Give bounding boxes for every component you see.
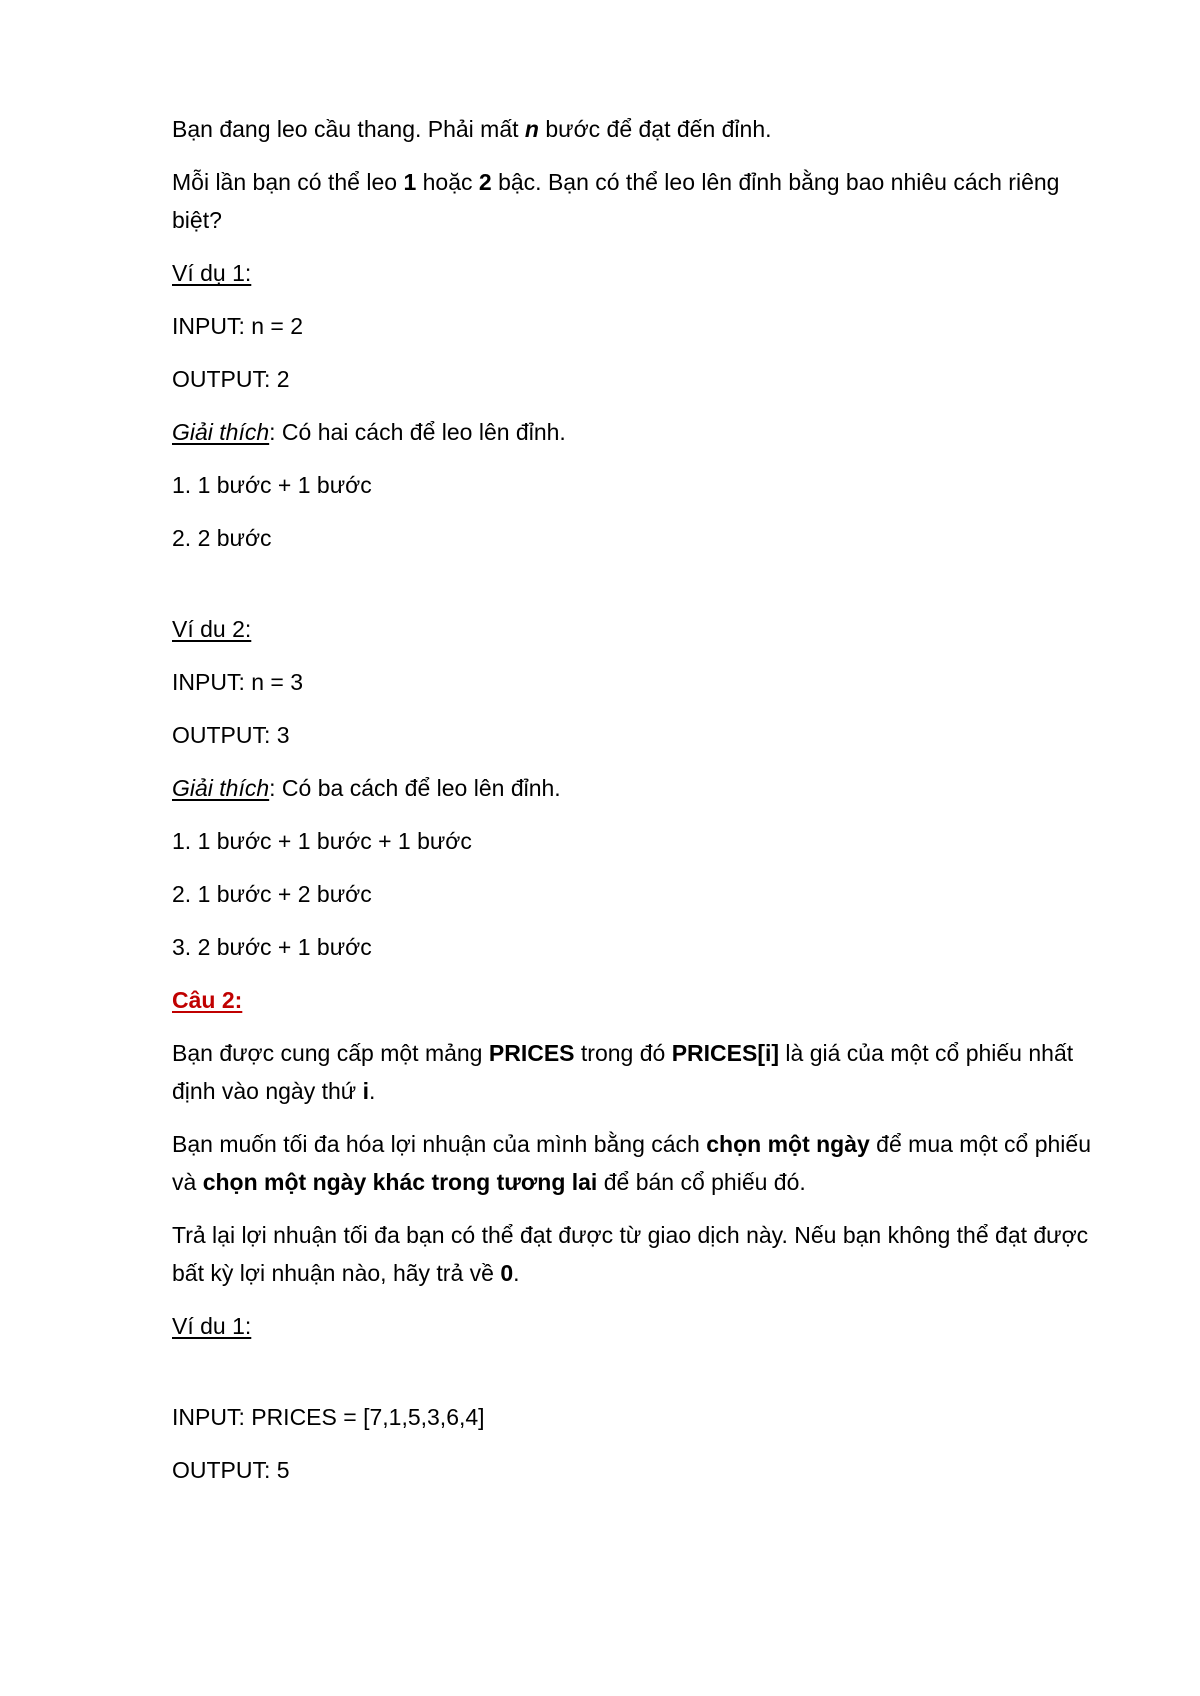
q1-ex1-step-1: 1. 1 bước + 1 bước — [172, 472, 372, 498]
q2-p1-b: PRICES — [488, 1040, 575, 1066]
q2-p2-b: chọn một ngày — [706, 1131, 870, 1157]
q1-ex1-output: OUTPUT: 2 — [172, 366, 290, 392]
q1-ex2-heading — [172, 610, 1102, 648]
q1-rule-b: hoặc — [416, 169, 479, 195]
q2-ex1-heading — [172, 1307, 1102, 1345]
q1-ex1-heading-text: Ví dụ 1: — [172, 260, 252, 286]
q2-p3-c: . — [513, 1260, 520, 1286]
q2-p1-a: Bạn được cung cấp một mảng — [172, 1040, 489, 1066]
blank-line — [172, 1360, 1102, 1398]
q1-rule-1: 1 — [403, 169, 417, 195]
q1-intro-a: Bạn đang leo cầu thang. Phải mất — [172, 116, 525, 142]
q1-intro-b: bước để đạt đến đỉnh. — [538, 116, 772, 142]
q2-p1-c: trong đó — [574, 1040, 672, 1066]
q2-p2-d: chọn một ngày khác trong tương lai — [202, 1169, 598, 1195]
q1-rule-a: Mỗi lần bạn có thể leo — [172, 169, 404, 195]
q2-p2-c: để mua một cổ phiếu và — [172, 1131, 1091, 1195]
q2-ex1-output: OUTPUT: 5 — [172, 1457, 290, 1483]
q1-ex2-step-1: 1. 1 bước + 1 bước + 1 bước — [172, 828, 472, 854]
blank-line — [172, 572, 1102, 610]
q1-ex2-input: INPUT: n = 3 — [172, 669, 304, 695]
q2-ex1-input: INPUT: PRICES = [7,1,5,3,6,4] — [172, 1404, 485, 1430]
q1-ex1-explain-label: Giải thích — [172, 419, 270, 445]
q1-rule — [172, 163, 1102, 239]
q2-p1-f: i — [362, 1078, 369, 1104]
q1-ex1-step-2: 2. 2 bước — [172, 525, 272, 551]
q2-ex1-heading-text: Ví du 1: — [172, 1313, 252, 1339]
q2-p3-a: Trả lại lợi nhuận tối đa bạn có thể đạt được từ giao dịch này. Nếu bạn không thể đạt được bất kỳ lợi nhuận nào, hãy trả về — [172, 1222, 1089, 1286]
q1-intro-n: n — [524, 116, 539, 142]
q1-ex1-explain-text: : Có hai cách để leo lên đỉnh. — [269, 419, 566, 445]
q1-ex2-output: OUTPUT: 3 — [172, 722, 290, 748]
q1-ex1-input: INPUT: n = 2 — [172, 313, 304, 339]
q2-p1-d: PRICES[i] — [671, 1040, 780, 1066]
q2-p1-g: . — [368, 1078, 376, 1104]
q1-rule-c: bậc. Bạn có thể leo lên đỉnh bằng bao nhiêu cách riêng biệt? — [172, 169, 1060, 233]
q2-para-2 — [172, 1125, 1102, 1201]
q2-heading — [172, 981, 1102, 1019]
q1-ex2-explain — [172, 769, 1102, 807]
q1-ex2-explain-label: Giải thích — [172, 775, 270, 801]
q2-p2-e: để bán cổ phiếu đó. — [597, 1169, 806, 1195]
q1-ex2-step-2: 2. 1 bước + 2 bước — [172, 881, 372, 907]
q2-para-1 — [172, 1034, 1102, 1110]
q2-para-3 — [172, 1216, 1102, 1292]
q1-ex1-explain — [172, 413, 1102, 451]
q1-ex2-explain-text: : Có ba cách để leo lên đỉnh. — [269, 775, 561, 801]
q2-p2-a: Bạn muốn tối đa hóa lợi nhuận của mình bằng cách — [172, 1131, 707, 1157]
q2-p3-b: 0 — [500, 1260, 514, 1286]
q2-p1-e: là giá của một cổ phiếu nhất định vào ngày thứ — [172, 1040, 1074, 1104]
q1-ex2-heading-text: Ví du 2: — [172, 616, 252, 642]
q2-heading-text: Câu 2: — [172, 987, 243, 1013]
q1-ex2-step-3: 3. 2 bước + 1 bước — [172, 934, 372, 960]
q1-ex1-heading — [172, 254, 1102, 292]
document-page — [172, 110, 1102, 1504]
q1-intro — [172, 110, 1102, 148]
q1-rule-2: 2 — [478, 169, 492, 195]
